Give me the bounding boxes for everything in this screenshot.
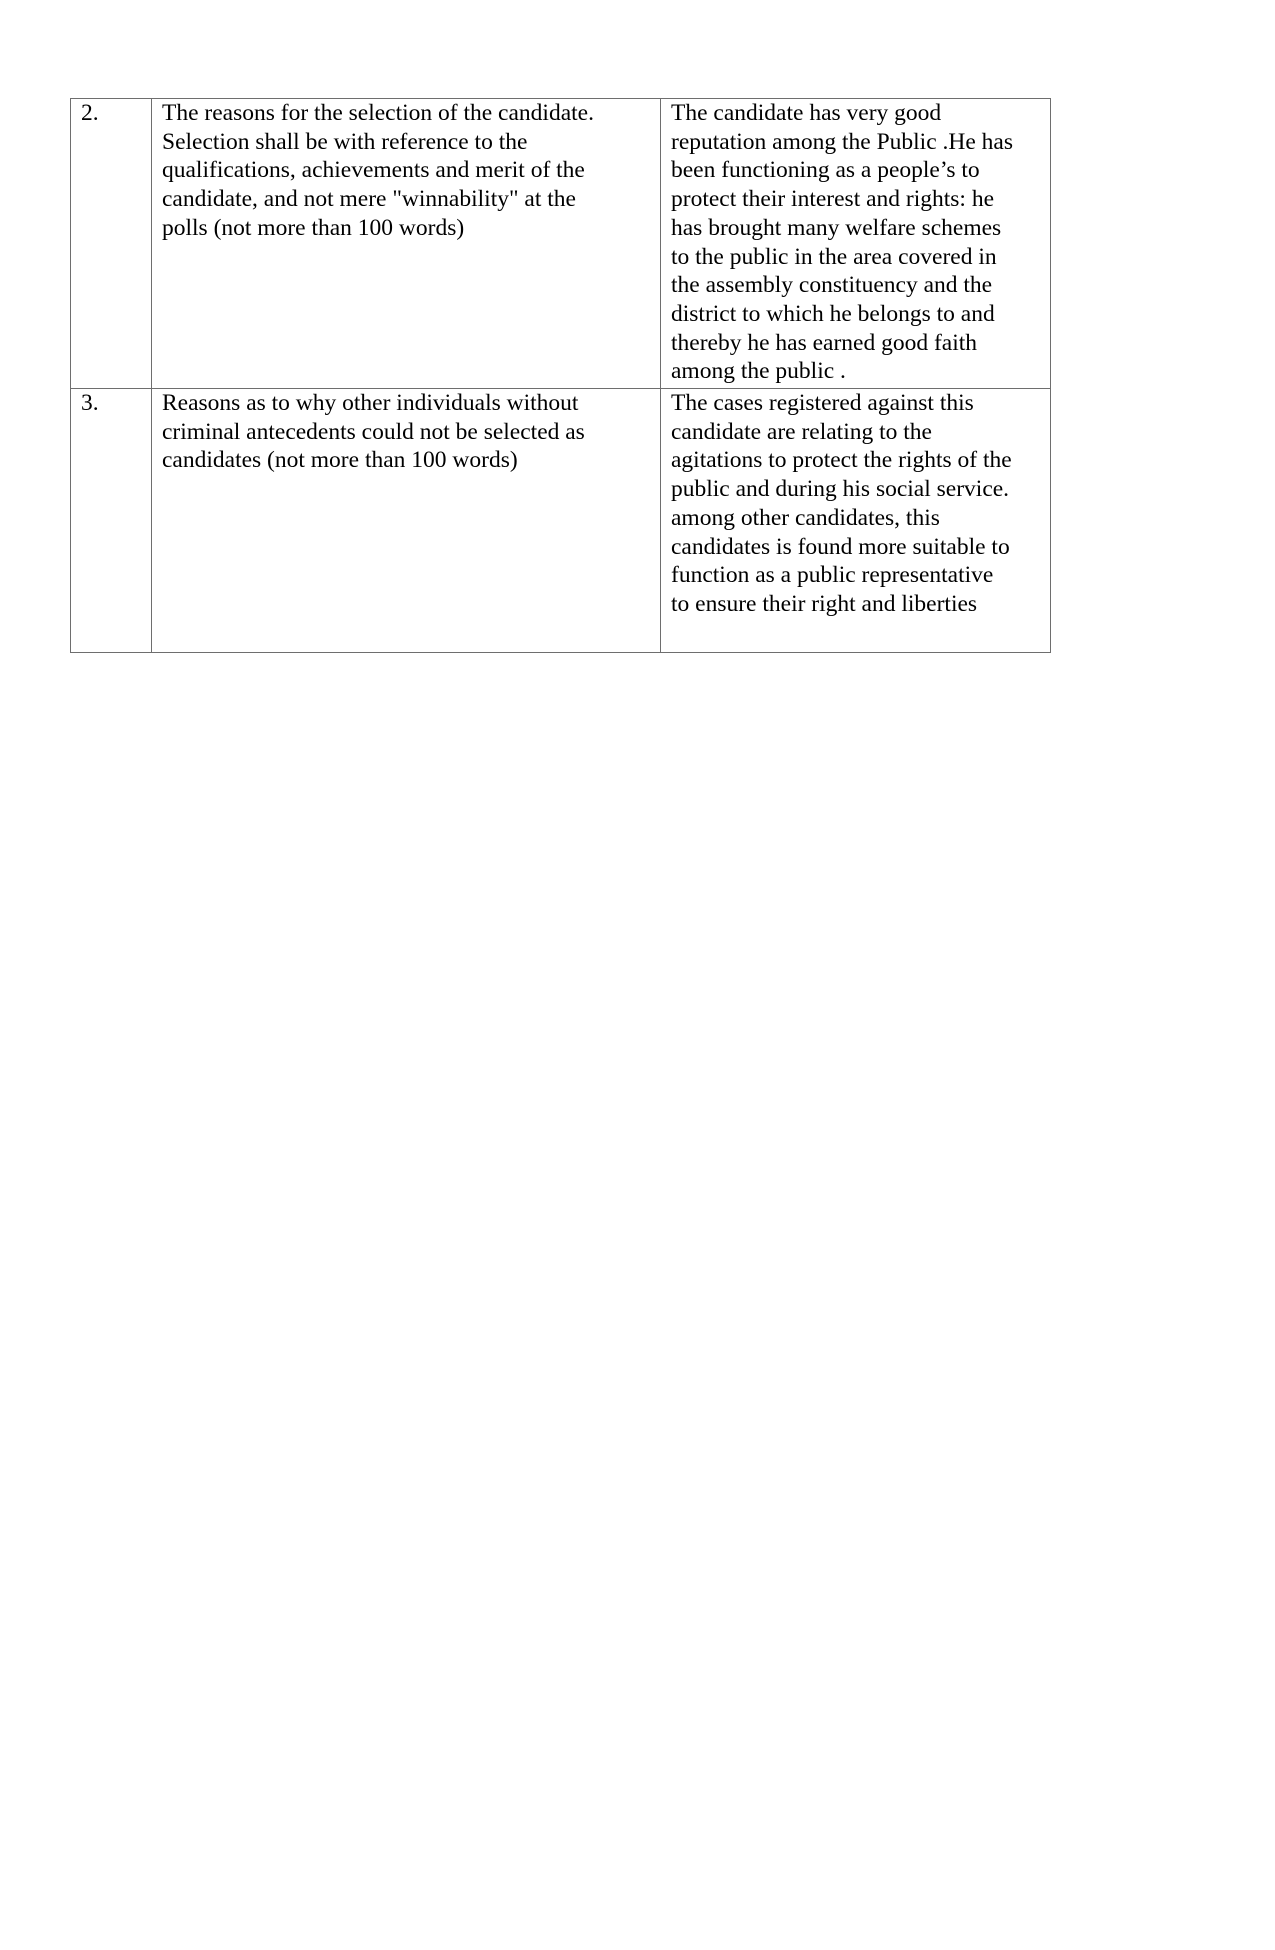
row-number-cell [71, 99, 152, 389]
table-row [71, 99, 1051, 389]
row-number: 3. [81, 390, 99, 416]
disclosure-table [70, 98, 1051, 653]
row-number-cell [71, 389, 152, 653]
question-text: The reasons for the selection of the candidate. Selection shall be with reference to the qualifications, achievements and merit of the candidate, and not mere "winnability" at the polls (not more than 100 words) [162, 100, 594, 241]
question-text: Reasons as to why other individuals without criminal antecedents could not be selected as candidates (not more than 100 words) [162, 390, 585, 474]
question-cell [152, 389, 661, 653]
answer-text: The candidate has very good reputation among the Public .He has been functioning as a people’s to protect their interest and rights: he has brought many welfare schemes to the public in the area covered in the assembly constituency and the district to which he belongs to and thereby he has earned good faith among the public . [671, 100, 1013, 385]
table-row [71, 389, 1051, 653]
answer-cell [661, 389, 1051, 653]
answer-cell [661, 99, 1051, 389]
row-number: 2. [81, 100, 99, 126]
question-cell [152, 99, 661, 389]
answer-text: The cases registered against this candidate are relating to the agitations to protect the rights of the public and during his social service. among other candidates, this candidates is found more suitable to function as a public representative to ensure their right and liberties [671, 390, 1012, 617]
